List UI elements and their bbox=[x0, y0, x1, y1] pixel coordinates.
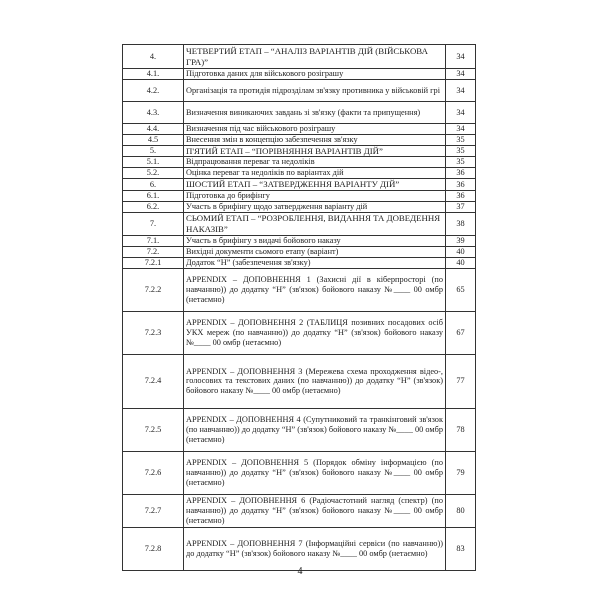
toc-section-title: APPENDIX – ДОПОВНЕННЯ 7 (Інформаційні сервіси (по навчанню)) до додатку “Н” (зв'язок) бойового наказу №____ 00 омбр (нетаємно) bbox=[184, 527, 446, 570]
toc-section-number: 6.2. bbox=[123, 201, 184, 212]
toc-section-number: 7.2.5 bbox=[123, 408, 184, 451]
toc-section-title: APPENDIX – ДОПОВНЕННЯ 2 (ТАБЛИЦЯ позивних посадових осіб УКХ мереж (по навчанню)) до додатку “Н” (зв'язок) бойового наказу №____ 00 омбр (нетаємно) bbox=[184, 311, 446, 354]
toc-section-title: Організація та протидія підрозділам зв'язку противника у військовій грі bbox=[184, 80, 446, 102]
toc-page-number: 77 bbox=[446, 354, 476, 408]
toc-section-number: 7. bbox=[123, 212, 184, 235]
toc-page-number: 36 bbox=[446, 190, 476, 201]
toc-section-number: 4.2. bbox=[123, 80, 184, 102]
toc-page-number: 79 bbox=[446, 451, 476, 494]
page-number: 4 bbox=[297, 566, 303, 577]
toc-row bbox=[123, 235, 476, 246]
toc-section-title: APPENDIX – ДОПОВНЕННЯ 4 (Супутниковий та транкінговий зв'язок (по навчанню)) до додатку “Н” (зв'язок) бойового наказу №____ 00 омбр (нетаємно) bbox=[184, 408, 446, 451]
toc-row bbox=[123, 451, 476, 494]
toc-row bbox=[123, 408, 476, 451]
toc-section-title: ШОСТИЙ ЕТАП – “ЗАТВЕРДЖЕННЯ ВАРІАНТУ ДІЙ” bbox=[184, 179, 446, 190]
toc-section-title: Визначення виникаючих завдань зі зв'язку (факти та припущення) bbox=[184, 102, 446, 124]
toc-section-title: APPENDIX – ДОПОВНЕННЯ 6 (Радіочастотний нагляд (спектр) (по навчанню)) до додатку “Н” (зв'язок) бойового наказу №____ 00 омбр (нетаємно) bbox=[184, 494, 446, 527]
toc-page-number: 34 bbox=[446, 45, 476, 69]
toc-row bbox=[123, 246, 476, 257]
toc-page-number: 34 bbox=[446, 124, 476, 135]
toc-section-number: 4.4. bbox=[123, 124, 184, 135]
table-of-contents bbox=[122, 44, 476, 571]
toc-page-number: 39 bbox=[446, 235, 476, 246]
toc-section-number: 7.2. bbox=[123, 246, 184, 257]
toc-row bbox=[123, 124, 476, 135]
toc-section-number: 5.2. bbox=[123, 168, 184, 179]
toc-page-number: 83 bbox=[446, 527, 476, 570]
toc-page-number: 35 bbox=[446, 135, 476, 146]
toc-stage-row bbox=[123, 146, 476, 157]
toc-page-number: 36 bbox=[446, 179, 476, 190]
toc-section-number: 4.3. bbox=[123, 102, 184, 124]
toc-section-number: 7.2.6 bbox=[123, 451, 184, 494]
toc-row bbox=[123, 135, 476, 146]
toc-page-number: 65 bbox=[446, 268, 476, 311]
toc-page-number: 78 bbox=[446, 408, 476, 451]
toc-page-number: 38 bbox=[446, 212, 476, 235]
toc-row bbox=[123, 527, 476, 570]
toc-page-number: 37 bbox=[446, 201, 476, 212]
toc-row bbox=[123, 80, 476, 102]
toc-body bbox=[123, 45, 476, 571]
toc-section-number: 5.1. bbox=[123, 157, 184, 168]
toc-row bbox=[123, 354, 476, 408]
toc-page-number: 35 bbox=[446, 146, 476, 157]
toc-section-number: 4.1. bbox=[123, 69, 184, 80]
toc-section-title: Внесення змін в концепцію забезпечення зв'язку bbox=[184, 135, 446, 146]
toc-section-title: Додаток “Н” (забезпечення зв'язку) bbox=[184, 257, 446, 268]
toc-section-title: ЧЕТВЕРТИЙ ЕТАП – “АНАЛІЗ ВАРІАНТІВ ДІЙ (ВІЙСЬКОВА ГРА)” bbox=[184, 45, 446, 69]
toc-page-number: 40 bbox=[446, 257, 476, 268]
toc-section-number: 4. bbox=[123, 45, 184, 69]
toc-row bbox=[123, 69, 476, 80]
toc-row bbox=[123, 257, 476, 268]
toc-row bbox=[123, 201, 476, 212]
toc-section-number: 7.2.2 bbox=[123, 268, 184, 311]
toc-page-number: 67 bbox=[446, 311, 476, 354]
toc-section-number: 5. bbox=[123, 146, 184, 157]
toc-row bbox=[123, 168, 476, 179]
toc-section-title: Підготовка даних для військового розіграшу bbox=[184, 69, 446, 80]
toc-page-number: 36 bbox=[446, 168, 476, 179]
toc-row bbox=[123, 102, 476, 124]
toc-section-title: Визначення під час військового розіграшу bbox=[184, 124, 446, 135]
toc-page-number: 34 bbox=[446, 80, 476, 102]
toc-section-number: 7.2.1 bbox=[123, 257, 184, 268]
toc-section-number: 7.1. bbox=[123, 235, 184, 246]
toc-section-title: APPENDIX – ДОПОВНЕННЯ 1 (Захисні дії в кіберпросторі (по навчанню)) до додатку “Н” (зв'язок) бойового наказу №____ 00 омбр (нетаємно) bbox=[184, 268, 446, 311]
toc-section-number: 7.2.3 bbox=[123, 311, 184, 354]
toc-section-title: APPENDIX – ДОПОВНЕННЯ 3 (Мережева схема проходження відео-, голосових та текстових даних (по навчанню)) до додатку “Н” (зв'язок) бойового наказу №____ 00 омбр (нетаємно) bbox=[184, 354, 446, 408]
toc-section-title: П'ЯТИЙ ЕТАП – “ПОРІВНЯННЯ ВАРІАНТІВ ДІЙ” bbox=[184, 146, 446, 157]
toc-stage-row bbox=[123, 212, 476, 235]
toc-page-number: 80 bbox=[446, 494, 476, 527]
toc-page-number: 40 bbox=[446, 246, 476, 257]
toc-section-title: Вихідні документи сьомого етапу (варіант) bbox=[184, 246, 446, 257]
toc-section-number: 7.2.8 bbox=[123, 527, 184, 570]
toc-row bbox=[123, 268, 476, 311]
toc-section-number: 4.5 bbox=[123, 135, 184, 146]
toc-stage-row bbox=[123, 179, 476, 190]
toc-section-number: 7.2.4 bbox=[123, 354, 184, 408]
toc-section-title: Підготовка до брифінгу bbox=[184, 190, 446, 201]
toc-section-title: Відпрацювання переваг та недоліків bbox=[184, 157, 446, 168]
toc-page-number: 34 bbox=[446, 69, 476, 80]
toc-page-number: 35 bbox=[446, 157, 476, 168]
toc-section-title: Оцінка переваг та недоліків по варіантах дій bbox=[184, 168, 446, 179]
toc-section-number: 6. bbox=[123, 179, 184, 190]
toc-section-number: 6.1. bbox=[123, 190, 184, 201]
toc-section-number: 7.2.7 bbox=[123, 494, 184, 527]
toc-stage-row bbox=[123, 45, 476, 69]
toc-section-title: Участь в брифінгу з видачі бойового наказу bbox=[184, 235, 446, 246]
toc-section-title: APPENDIX – ДОПОВНЕННЯ 5 (Порядок обміну інформацією (по навчанню)) до додатку “Н” (зв'язок) бойового наказу №____ 00 омбр (нетаємно) bbox=[184, 451, 446, 494]
toc-page-number: 34 bbox=[446, 102, 476, 124]
toc-section-title: СЬОМИЙ ЕТАП – “РОЗРОБЛЕННЯ, ВИДАННЯ ТА ДОВЕДЕННЯ НАКАЗІВ” bbox=[184, 212, 446, 235]
toc-row bbox=[123, 190, 476, 201]
toc-row bbox=[123, 494, 476, 527]
toc-section-title: Участь в брифінгу щодо затвердження варіанту дій bbox=[184, 201, 446, 212]
toc-row bbox=[123, 311, 476, 354]
toc-row bbox=[123, 157, 476, 168]
